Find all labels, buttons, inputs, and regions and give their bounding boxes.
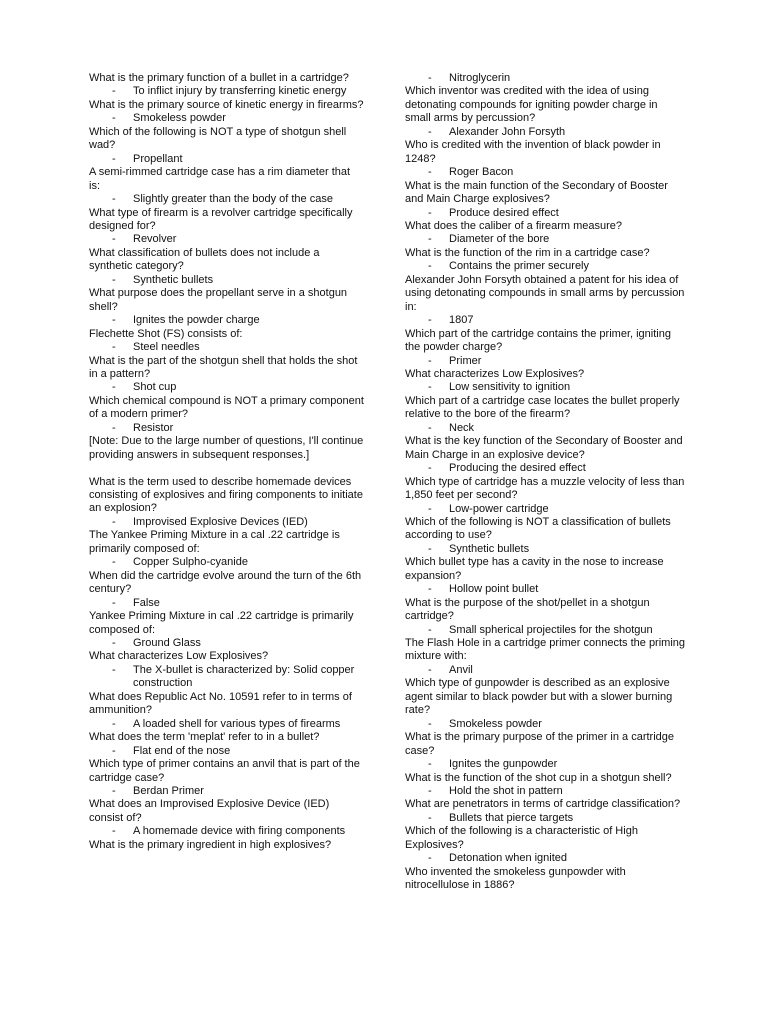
bullet-dash: - [428,354,432,367]
bullet-dash: - [428,125,432,138]
answer [405,664,685,677]
answer [405,422,685,435]
answer-text: Resistor [133,421,174,434]
answer [405,543,685,556]
bullet-dash: - [112,515,116,528]
answer-text: Bullets that pierce targets [449,811,574,824]
bullet-dash: - [428,785,432,798]
question: Who invented the smokeless gunpowder with nitrocellulose in 1886? [405,865,626,892]
question: Which type of primer contains an anvil that is part of the cartridge case? [89,758,360,784]
answer [89,193,364,206]
answer [405,126,685,139]
question: The Flash Hole in a cartridge primer connects the priming mixture with: [405,637,686,663]
answer-text: Contains the primer securely [449,260,590,273]
answer [405,260,685,273]
bullet-dash: - [428,206,432,219]
answer [405,314,685,327]
bullet-dash: - [112,637,116,650]
bullet-dash: - [428,166,432,179]
answer [405,462,685,475]
bullet-dash: - [112,314,116,327]
answer-text: To inflict injury by transferring kinetic energy [133,85,347,98]
question: Which part of the cartridge contains the primer, igniting the powder charge? [405,327,671,354]
answer-text: Nitroglycerin [449,72,511,84]
question: What is the term used to describe homemade devices consisting of explosives and firing components to initiate an explosion? [89,475,363,515]
answer [405,812,685,825]
answer-text: Alexander John Forsyth [449,125,566,138]
answer [89,516,364,529]
bullet-dash: - [428,758,432,771]
bullet-dash: - [112,112,116,125]
question: What characterizes Low Explosives? [405,367,585,380]
question: When did the cartridge evolve around the turn of the 6th century? [89,569,362,596]
answer [89,422,364,435]
question: What is the primary purpose of the primer in a cartridge case? [405,731,675,757]
answer [89,556,364,569]
answer [89,314,364,327]
bullet-dash: - [112,825,116,838]
answer-text: Ignites the powder charge [133,314,260,327]
question: What type of firearm is a revolver cartridge specifically designed for? [89,206,353,232]
answer [89,274,364,287]
bullet-dash: - [428,502,432,515]
question: Which of the following is a characteristic of High Explosives? [405,825,638,851]
answer-text: Produce desired effect [449,206,559,219]
question: What is the function of the rim in a cartridge case? [405,246,650,259]
answer [89,785,364,798]
answer-text: Low sensitivity to ignition [449,381,571,394]
bullet-dash: - [428,583,432,596]
bullet-dash: - [428,623,432,636]
bullet-dash: - [428,542,432,555]
question: Which of the following is NOT a type of shotgun shell wad? [89,125,347,152]
qa-list-1 [89,72,364,435]
question: What purpose does the propellant serve in a shotgun shell? [89,287,348,313]
answer [405,718,685,731]
qa-list-right [405,72,685,893]
question: What is the primary source of kinetic energy in firearms? [89,98,364,111]
answer [89,233,364,246]
question: What is the main function of the Secondary of Booster and Main Charge explosives? [405,179,668,206]
answer-text: Smokeless powder [133,112,226,125]
question: What is the primary ingredient in high explosives? [89,838,332,851]
answer-text: Primer [449,354,482,367]
answer [405,785,685,798]
question: What does the term 'meplat' refer to in a bullet? [89,731,320,744]
bullet-dash: - [428,72,432,84]
bullet-dash: - [112,785,116,797]
answer-text: A loaded shell for various types of firearms [133,717,341,730]
question: Which chemical compound is NOT a primary component of a modern primer? [89,394,364,421]
answer-text: Revolver [133,233,177,246]
answer-text: Roger Bacon [449,166,514,179]
left-column [89,72,364,852]
bullet-dash: - [428,381,432,394]
answer-text: Copper Sulpho-cyanide [133,556,248,569]
question: A semi-rimmed cartridge case has a rim diameter that is: [89,166,351,192]
answer [89,597,364,610]
answer-text: Improvised Explosive Devices (IED) [133,515,308,528]
answer-text: Shot cup [133,381,177,394]
question: What characterizes Low Explosives? [89,650,269,663]
bullet-dash: - [112,152,116,165]
answer-text: Ignites the gunpowder [449,758,558,771]
answer-text: Slightly greater than the body of the case [133,193,333,206]
answer [405,583,685,596]
answer-text: Berdan Primer [133,785,204,797]
bullet-dash: - [428,717,432,730]
bullet-dash: - [112,744,116,757]
question: Who is credited with the invention of black powder in 1248? [405,139,661,165]
bullet-dash: - [112,193,116,206]
bullet-dash: - [112,273,116,286]
answer-text: Anvil [449,663,473,676]
answer [405,381,685,394]
question: The Yankee Priming Mixture in a cal .22 cartridge is primarily composed of: [89,529,340,555]
answer-text: Low-power cartridge [449,502,549,515]
answer-text: 1807 [449,314,474,327]
answer [89,85,364,98]
answer [89,637,364,650]
question: Which of the following is NOT a classification of bullets according to use? [405,515,671,542]
bullet-dash: - [428,314,432,327]
bullet-dash: - [428,260,432,273]
question: What is the purpose of the shot/pellet in a shotgun cartridge? [405,596,650,623]
answer-text: Diameter of the bore [449,233,550,246]
answer-text: Steel needles [133,341,200,354]
answer [405,852,685,865]
question: What classification of bullets does not include a synthetic category? [89,246,320,273]
answer-text: Flat end of the nose [133,744,231,757]
question: What is the function of the shot cup in a shotgun shell? [405,771,672,784]
answer [89,718,364,731]
answer [89,341,364,354]
bullet-dash: - [428,462,432,475]
answer-text: The X-bullet is characterized by: Solid copper construction [133,663,355,690]
question: Alexander John Forsyth obtained a patent for his idea of using detonating compounds in small arms by percussion in: [405,273,685,313]
answer-text: Hold the shot in pattern [449,785,563,798]
question: Flechette Shot (FS) consists of: [89,327,243,340]
answer-text: Neck [449,421,475,434]
question: Which type of gunpowder is described as an explosive agent similar to black powder but with a slower burning rate? [405,677,673,717]
answer-text: False [133,596,160,609]
answer [89,153,364,166]
answer [89,745,364,758]
question: Which type of cartridge has a muzzle velocity of less than 1,850 feet per second? [405,475,685,502]
answer [405,758,685,771]
bullet-dash: - [428,233,432,246]
right-column [405,72,685,893]
answer-text: Detonation when ignited [449,852,568,865]
answer-text: Small spherical projectiles for the shotgun [449,623,653,636]
bullet-dash: - [428,421,432,434]
question: What does Republic Act No. 10591 refer to in terms of ammunition? [89,690,352,717]
question: What does an Improvised Explosive Device (IED) consist of? [89,798,330,824]
question: What is the key function of the Secondary of Booster and Main Charge in an explosive device? [405,435,683,461]
answer-text: Synthetic bullets [449,542,530,555]
bullet-dash: - [112,381,116,394]
bullet-dash: - [112,421,116,434]
answer-text: Hollow point bullet [449,583,539,596]
question: Which part of a cartridge case locates the bullet properly relative to the bore of the firearm? [405,394,680,421]
answer-text: Producing the desired effect [449,462,586,475]
bullet-dash: - [112,663,116,676]
bullet-dash: - [112,233,116,246]
question: What is the part of the shotgun shell that holds the shot in a pattern? [89,354,358,380]
bullet-dash: - [112,85,116,98]
bullet-dash: - [428,663,432,676]
note-paragraph: [Note: Due to the large number of questions, I'll continue providing answers in subsequent responses.] [89,435,364,461]
bullet-dash: - [428,811,432,824]
bullet-dash: - [112,556,116,569]
bullet-dash: - [112,341,116,354]
question: What does the caliber of a firearm measure? [405,219,623,232]
bullet-dash: - [428,852,432,865]
question: What is the primary function of a bullet in a cartridge? [89,72,349,84]
answer [405,166,685,179]
answer [405,72,685,85]
answer-text: Propellant [133,152,183,165]
answer-text: Synthetic bullets [133,273,214,286]
answer [89,112,364,125]
answer-text: A homemade device with firing components [133,825,346,838]
answer [405,355,685,368]
question: Which bullet type has a cavity in the nose to increase expansion? [405,556,664,582]
question: Which inventor was credited with the idea of using detonating compounds for igniting powder charge in small arms by percussion? [405,85,658,125]
bullet-dash: - [112,596,116,609]
bullet-dash: - [112,717,116,730]
answer [89,825,364,838]
answer [405,233,685,246]
answer [405,503,685,516]
answer [89,381,364,394]
answer-text: Ground Glass [133,637,201,650]
question: Yankee Priming Mixture in cal .22 cartridge is primarily composed of: [89,610,354,636]
answer [405,207,685,220]
answer [89,664,364,691]
answer [405,624,685,637]
qa-list-2 [89,476,364,853]
question: What are penetrators in terms of cartridge classification? [405,798,681,811]
answer-text: Smokeless powder [449,717,542,730]
